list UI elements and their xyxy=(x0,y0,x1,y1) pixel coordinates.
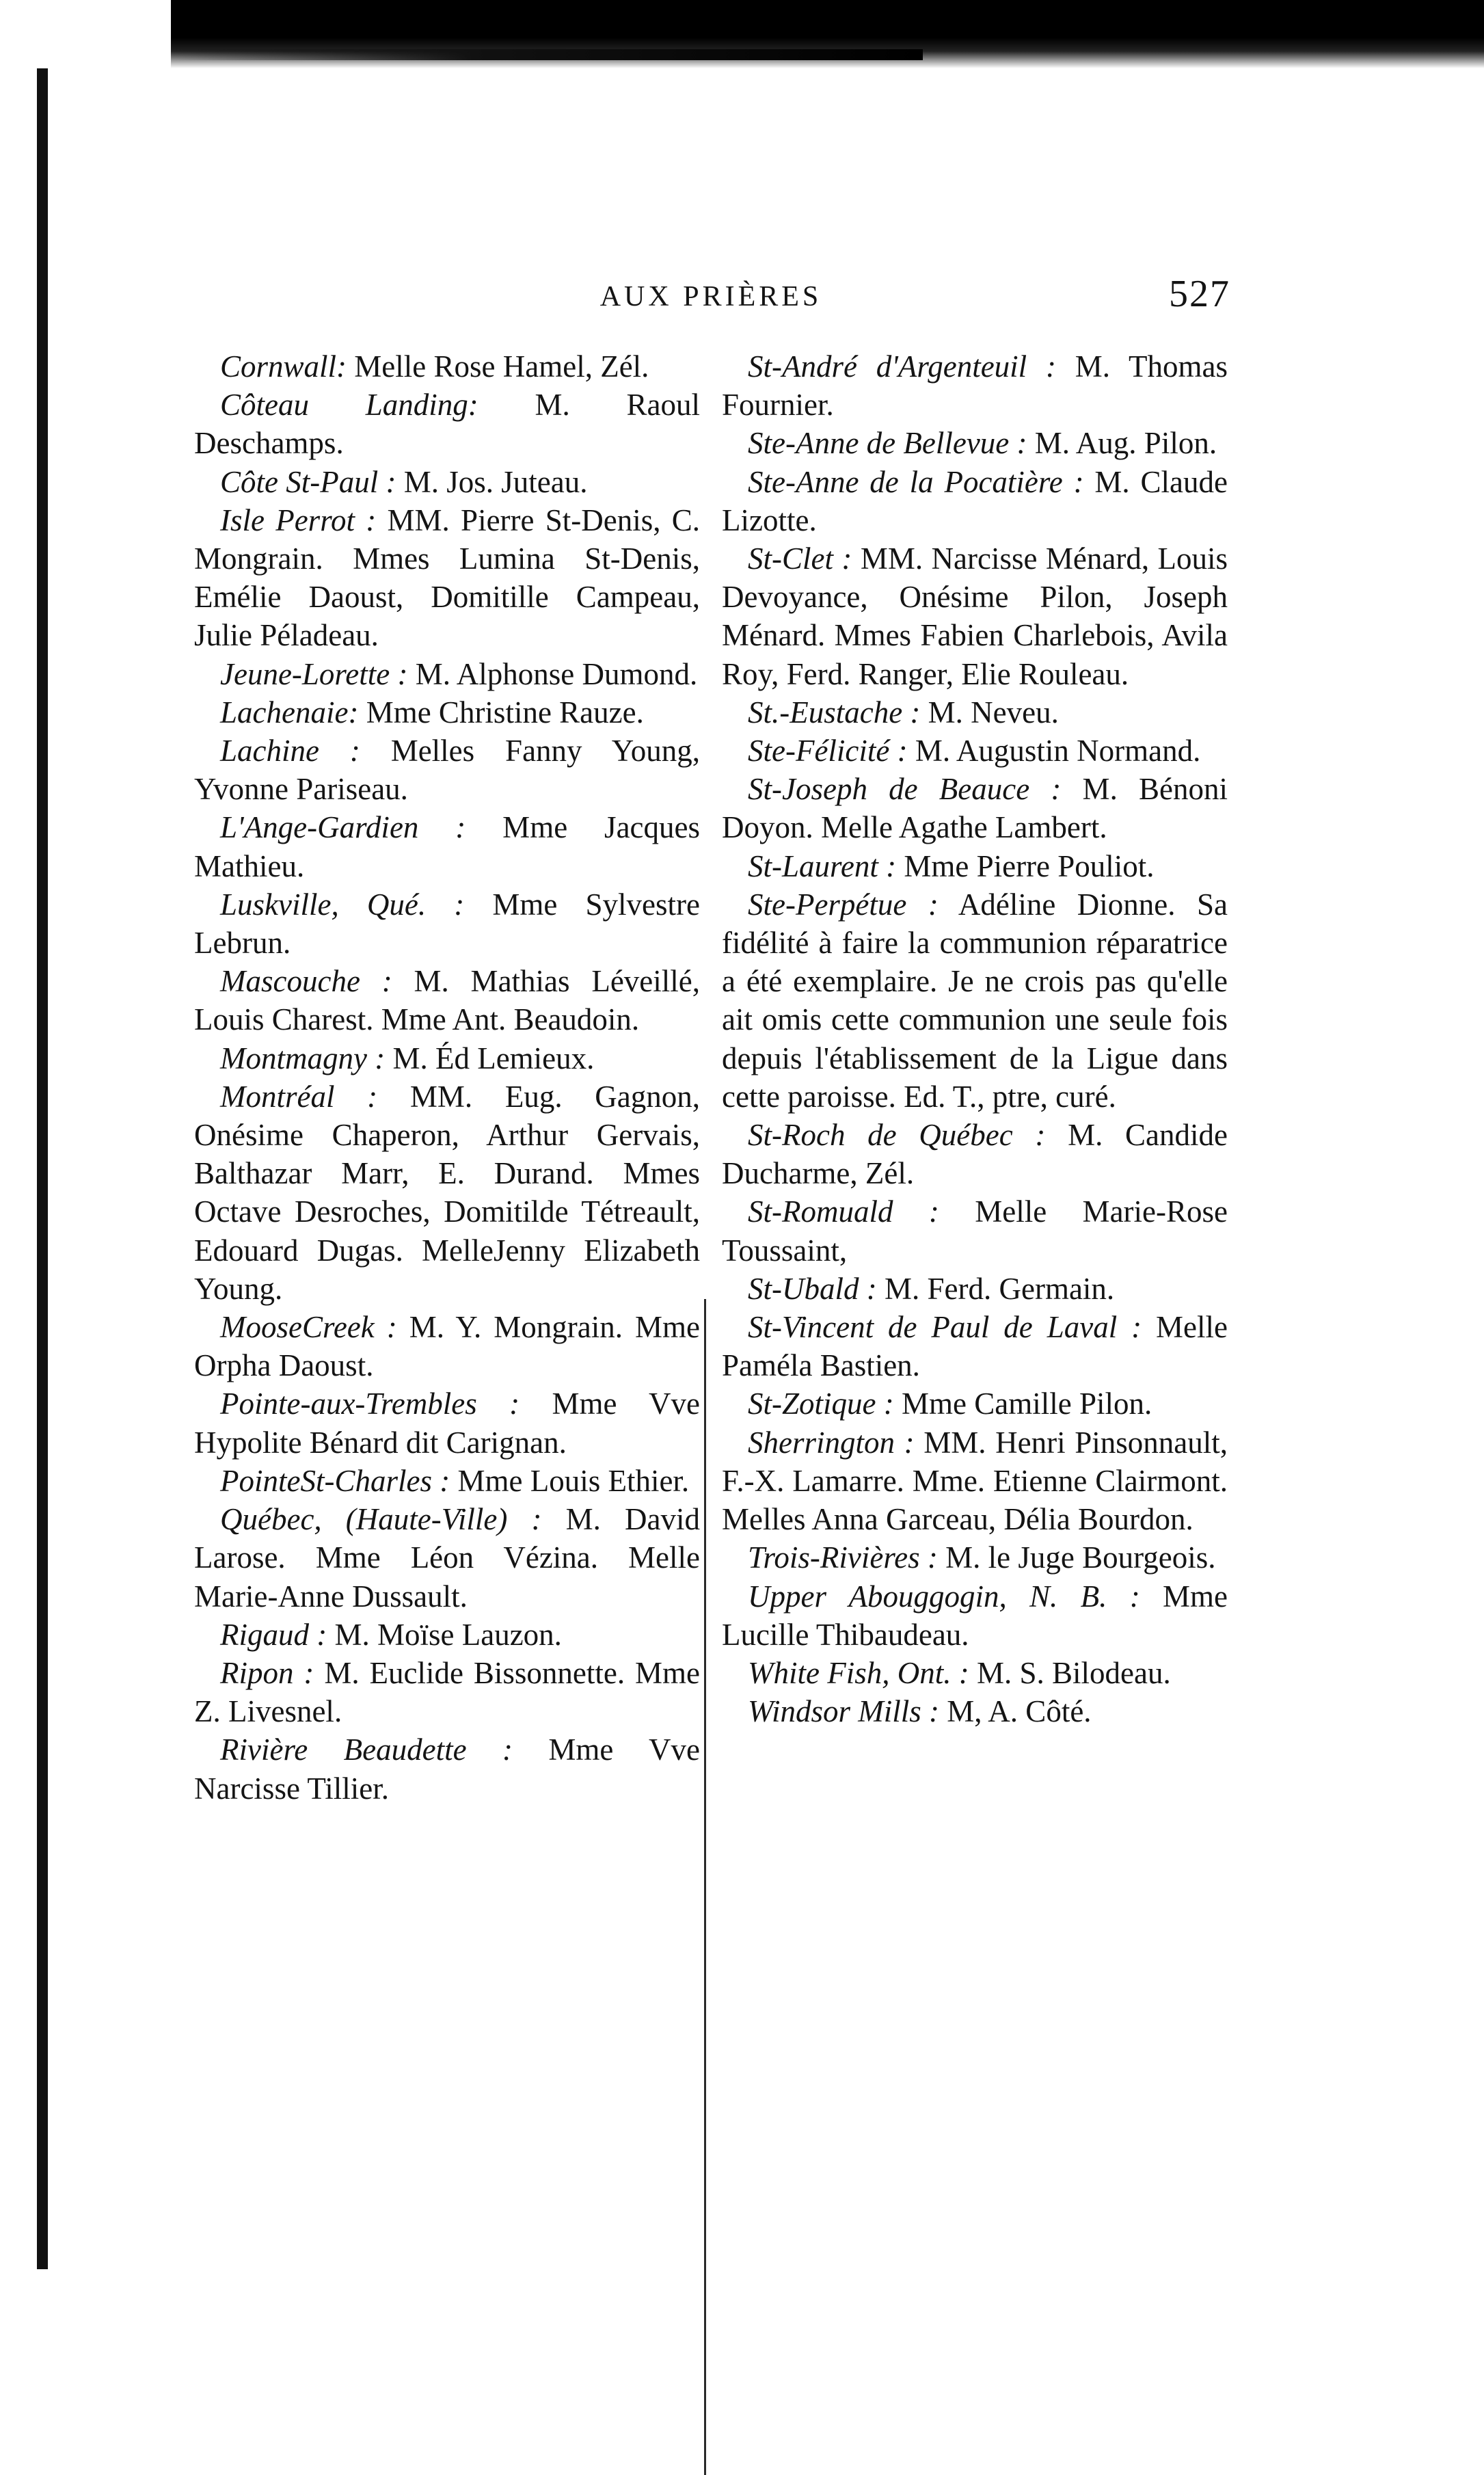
entry-names: MM. Henri Pinsonnault, F.-X. Lamarre. Mme. Etienne Clairmont. Melles Anna Garceau, Délia Bourdon. xyxy=(722,1425,1228,1537)
place-name: Upper Abouggogin, N. B. : xyxy=(748,1579,1140,1614)
entry-names: Mme Jacques Mathieu. xyxy=(194,810,700,883)
entry-names: Mme Camille Pilon. xyxy=(893,1387,1152,1421)
list-entry xyxy=(722,1423,1228,1539)
place-name: MooseCreek : xyxy=(220,1310,397,1345)
list-entry xyxy=(722,463,1228,539)
entry-names: Melle Rose Hamel, Zél. xyxy=(347,349,649,384)
list-entry xyxy=(194,1500,700,1616)
entry-names: M. Augustin Normand. xyxy=(907,734,1201,768)
place-name: Windsor Mills : xyxy=(748,1694,940,1729)
list-entry xyxy=(722,1384,1228,1423)
list-entry xyxy=(722,424,1228,462)
list-entry xyxy=(722,1692,1228,1730)
entry-names: M, A. Côté. xyxy=(939,1694,1092,1729)
list-entry xyxy=(722,1577,1228,1654)
place-name: Sherrington : xyxy=(748,1425,915,1460)
list-entry xyxy=(194,1308,700,1384)
list-entry xyxy=(722,1270,1228,1308)
place-name: St-André d'Argenteuil : xyxy=(748,349,1056,384)
entry-names: M. Bénoni Doyon. Melle Agathe Lambert. xyxy=(722,772,1228,845)
entry-names: M. Alphonse Dumond. xyxy=(407,656,698,691)
list-entry xyxy=(722,847,1228,885)
place-name: White Fish, Ont. : xyxy=(748,1655,969,1690)
list-entry xyxy=(722,770,1228,846)
entry-names: M. Y. Mongrain. Mme Orpha Daoust. xyxy=(194,1310,701,1383)
list-entry xyxy=(194,693,700,732)
list-entry xyxy=(194,386,700,462)
list-entry xyxy=(722,885,1228,1116)
place-name: Côte St-Paul : xyxy=(220,464,396,499)
list-entry xyxy=(722,1538,1228,1577)
entry-names: Melles Fanny Young, Yvonne Pariseau. xyxy=(194,734,700,807)
place-name: St.-Eustache : xyxy=(748,695,921,730)
place-name: Mascouche : xyxy=(220,964,392,999)
place-name: Ste-Félicité : xyxy=(748,734,908,768)
list-entry xyxy=(194,1616,700,1654)
list-entry xyxy=(722,1654,1228,1692)
entry-names: MM. Narcisse Ménard, Louis Devoyance, Onésime Pilon, Joseph Ménard. Mmes Fabien Charlebois, Avila Roy, Ferd. Ranger, Elie Rouleau. xyxy=(722,541,1228,691)
right-column xyxy=(722,347,1228,1730)
list-entry xyxy=(722,693,1228,732)
entry-names: Melle Paméla Bastien. xyxy=(722,1310,1228,1383)
entry-names: Mme Louis Ethier. xyxy=(450,1463,690,1498)
place-name: Québec, (Haute-Ville) : xyxy=(220,1502,542,1537)
place-name: Ste-Anne de la Pocatière : xyxy=(748,464,1084,499)
scan-border-left xyxy=(37,68,48,2269)
entry-names: Mme Vve Hypolite Bénard dit Carignan. xyxy=(194,1387,700,1460)
list-entry xyxy=(194,732,700,808)
page-number: 527 xyxy=(1169,273,1230,315)
left-column xyxy=(194,347,700,1808)
list-entry xyxy=(194,501,700,655)
place-name: Pointe-aux-Trembles : xyxy=(220,1387,520,1421)
running-head: AUX PRIÈRES xyxy=(599,281,822,312)
place-name: St-Ubald : xyxy=(748,1271,877,1306)
list-entry xyxy=(194,1730,700,1807)
place-name: Jeune-Lorette : xyxy=(220,656,408,691)
place-name: Cornwall: xyxy=(220,349,347,384)
entry-names: M. Candide Ducharme, Zél. xyxy=(722,1118,1228,1191)
list-entry xyxy=(722,347,1228,424)
place-name: Côteau Landing: xyxy=(220,388,478,423)
entry-names: M. Jos. Juteau. xyxy=(396,464,588,499)
place-name: Montréal : xyxy=(220,1079,378,1114)
entry-names: M. Éd Lemieux. xyxy=(385,1041,595,1075)
list-entry xyxy=(194,962,700,1039)
place-name: Lachenaie: xyxy=(220,695,359,730)
list-entry xyxy=(194,655,700,693)
place-name: Luskville, Qué. : xyxy=(220,887,465,922)
entry-names: M. S. Bilodeau. xyxy=(969,1655,1171,1690)
list-entry xyxy=(722,1308,1228,1384)
list-entry xyxy=(722,732,1228,770)
place-name: Ste-Perpétue : xyxy=(748,887,939,922)
list-entry xyxy=(194,1384,700,1461)
list-entry xyxy=(194,1039,700,1078)
entry-names: Melle Marie-Rose Toussaint, xyxy=(722,1194,1228,1268)
place-name: Rigaud : xyxy=(220,1617,327,1652)
entry-names: M. Neveu. xyxy=(920,695,1059,730)
place-name: Montmagny : xyxy=(220,1041,386,1075)
place-name: St-Laurent : xyxy=(748,848,897,883)
place-name: St-Zotique : xyxy=(748,1387,894,1421)
place-name: Trois-Rivières : xyxy=(748,1540,938,1575)
place-name: St-Joseph de Beauce : xyxy=(748,772,1062,807)
entry-names: M. Thomas Fournier. xyxy=(722,349,1228,423)
entry-names: M. Raoul Deschamps. xyxy=(194,388,700,461)
list-entry xyxy=(722,1192,1228,1269)
entry-names: Mme Vve Narcisse Tillier. xyxy=(194,1732,700,1806)
list-entry xyxy=(194,1654,700,1730)
place-name: PointeSt-Charles : xyxy=(220,1463,450,1498)
scan-border-top xyxy=(171,0,1484,68)
entry-names: Mme Pierre Pouliot. xyxy=(896,848,1155,883)
place-name: St-Clet : xyxy=(748,541,852,576)
list-entry xyxy=(194,808,700,885)
list-entry xyxy=(194,463,700,501)
gutter-rule xyxy=(704,1299,706,2475)
entry-names: Adéline Dionne. Sa fidélité à faire la communion réparatrice a été exemplaire. Je ne crois pas qu'elle ait omis cette communion une seule fois depuis l'établissement de la Ligue dans cette paroisse. Ed. T., ptre, curé. xyxy=(722,887,1228,1114)
entry-names: M. Claude Lizotte. xyxy=(722,464,1228,537)
place-name: St-Vincent de Paul de Laval : xyxy=(748,1310,1142,1345)
entry-names: Mme Christine Rauze. xyxy=(358,695,644,730)
list-entry xyxy=(194,885,700,962)
entry-names: M. Mathias Léveillé, Louis Charest. Mme Ant. Beaudoin. xyxy=(194,964,700,1037)
place-name: L'Ange-Gardien : xyxy=(220,810,466,845)
place-name: St-Roch de Québec : xyxy=(748,1118,1046,1153)
place-name: Ste-Anne de Bellevue : xyxy=(748,426,1027,461)
entry-names: M. Aug. Pilon. xyxy=(1027,426,1217,461)
place-name: Rivière Beaudette : xyxy=(220,1732,513,1767)
list-entry xyxy=(194,1462,700,1500)
list-entry xyxy=(194,1078,700,1308)
list-entry xyxy=(722,539,1228,693)
entry-names: M. Moïse Lauzon. xyxy=(327,1617,562,1652)
list-entry xyxy=(194,347,700,386)
place-name: Lachine : xyxy=(220,734,360,768)
entry-names: Mme Lucille Thibaudeau. xyxy=(722,1579,1228,1652)
entry-names: MM. Eug. Gagnon, Onésime Chaperon, Arthur Gervais, Balthazar Marr, E. Durand. Mmes Octave Desroches, Domitilde Tétreault, Edouard Dugas. MelleJenny Elizabeth Young. xyxy=(194,1079,701,1306)
entry-names: MM. Pierre St-Denis, C. Mongrain. Mmes Lumina St-Denis, Emélie Daoust, Domitille Campeau, Julie Péladeau. xyxy=(194,503,700,653)
place-name: Isle Perrot : xyxy=(220,503,377,537)
place-name: St-Romuald : xyxy=(748,1194,939,1229)
page-header xyxy=(191,272,1230,320)
entry-names: M. David Larose. Mme Léon Vézina. Melle Marie-Anne Dussault. xyxy=(194,1502,700,1614)
entry-names: M. le Juge Bourgeois. xyxy=(937,1540,1216,1575)
entry-names: M. Ferd. Germain. xyxy=(876,1271,1115,1306)
entry-names: M. Euclide Bissonnette. Mme Z. Livesnel. xyxy=(194,1655,701,1729)
place-name: Ripon : xyxy=(220,1655,314,1690)
entry-names: Mme Sylvestre Lebrun. xyxy=(194,887,701,961)
list-entry xyxy=(722,1116,1228,1192)
